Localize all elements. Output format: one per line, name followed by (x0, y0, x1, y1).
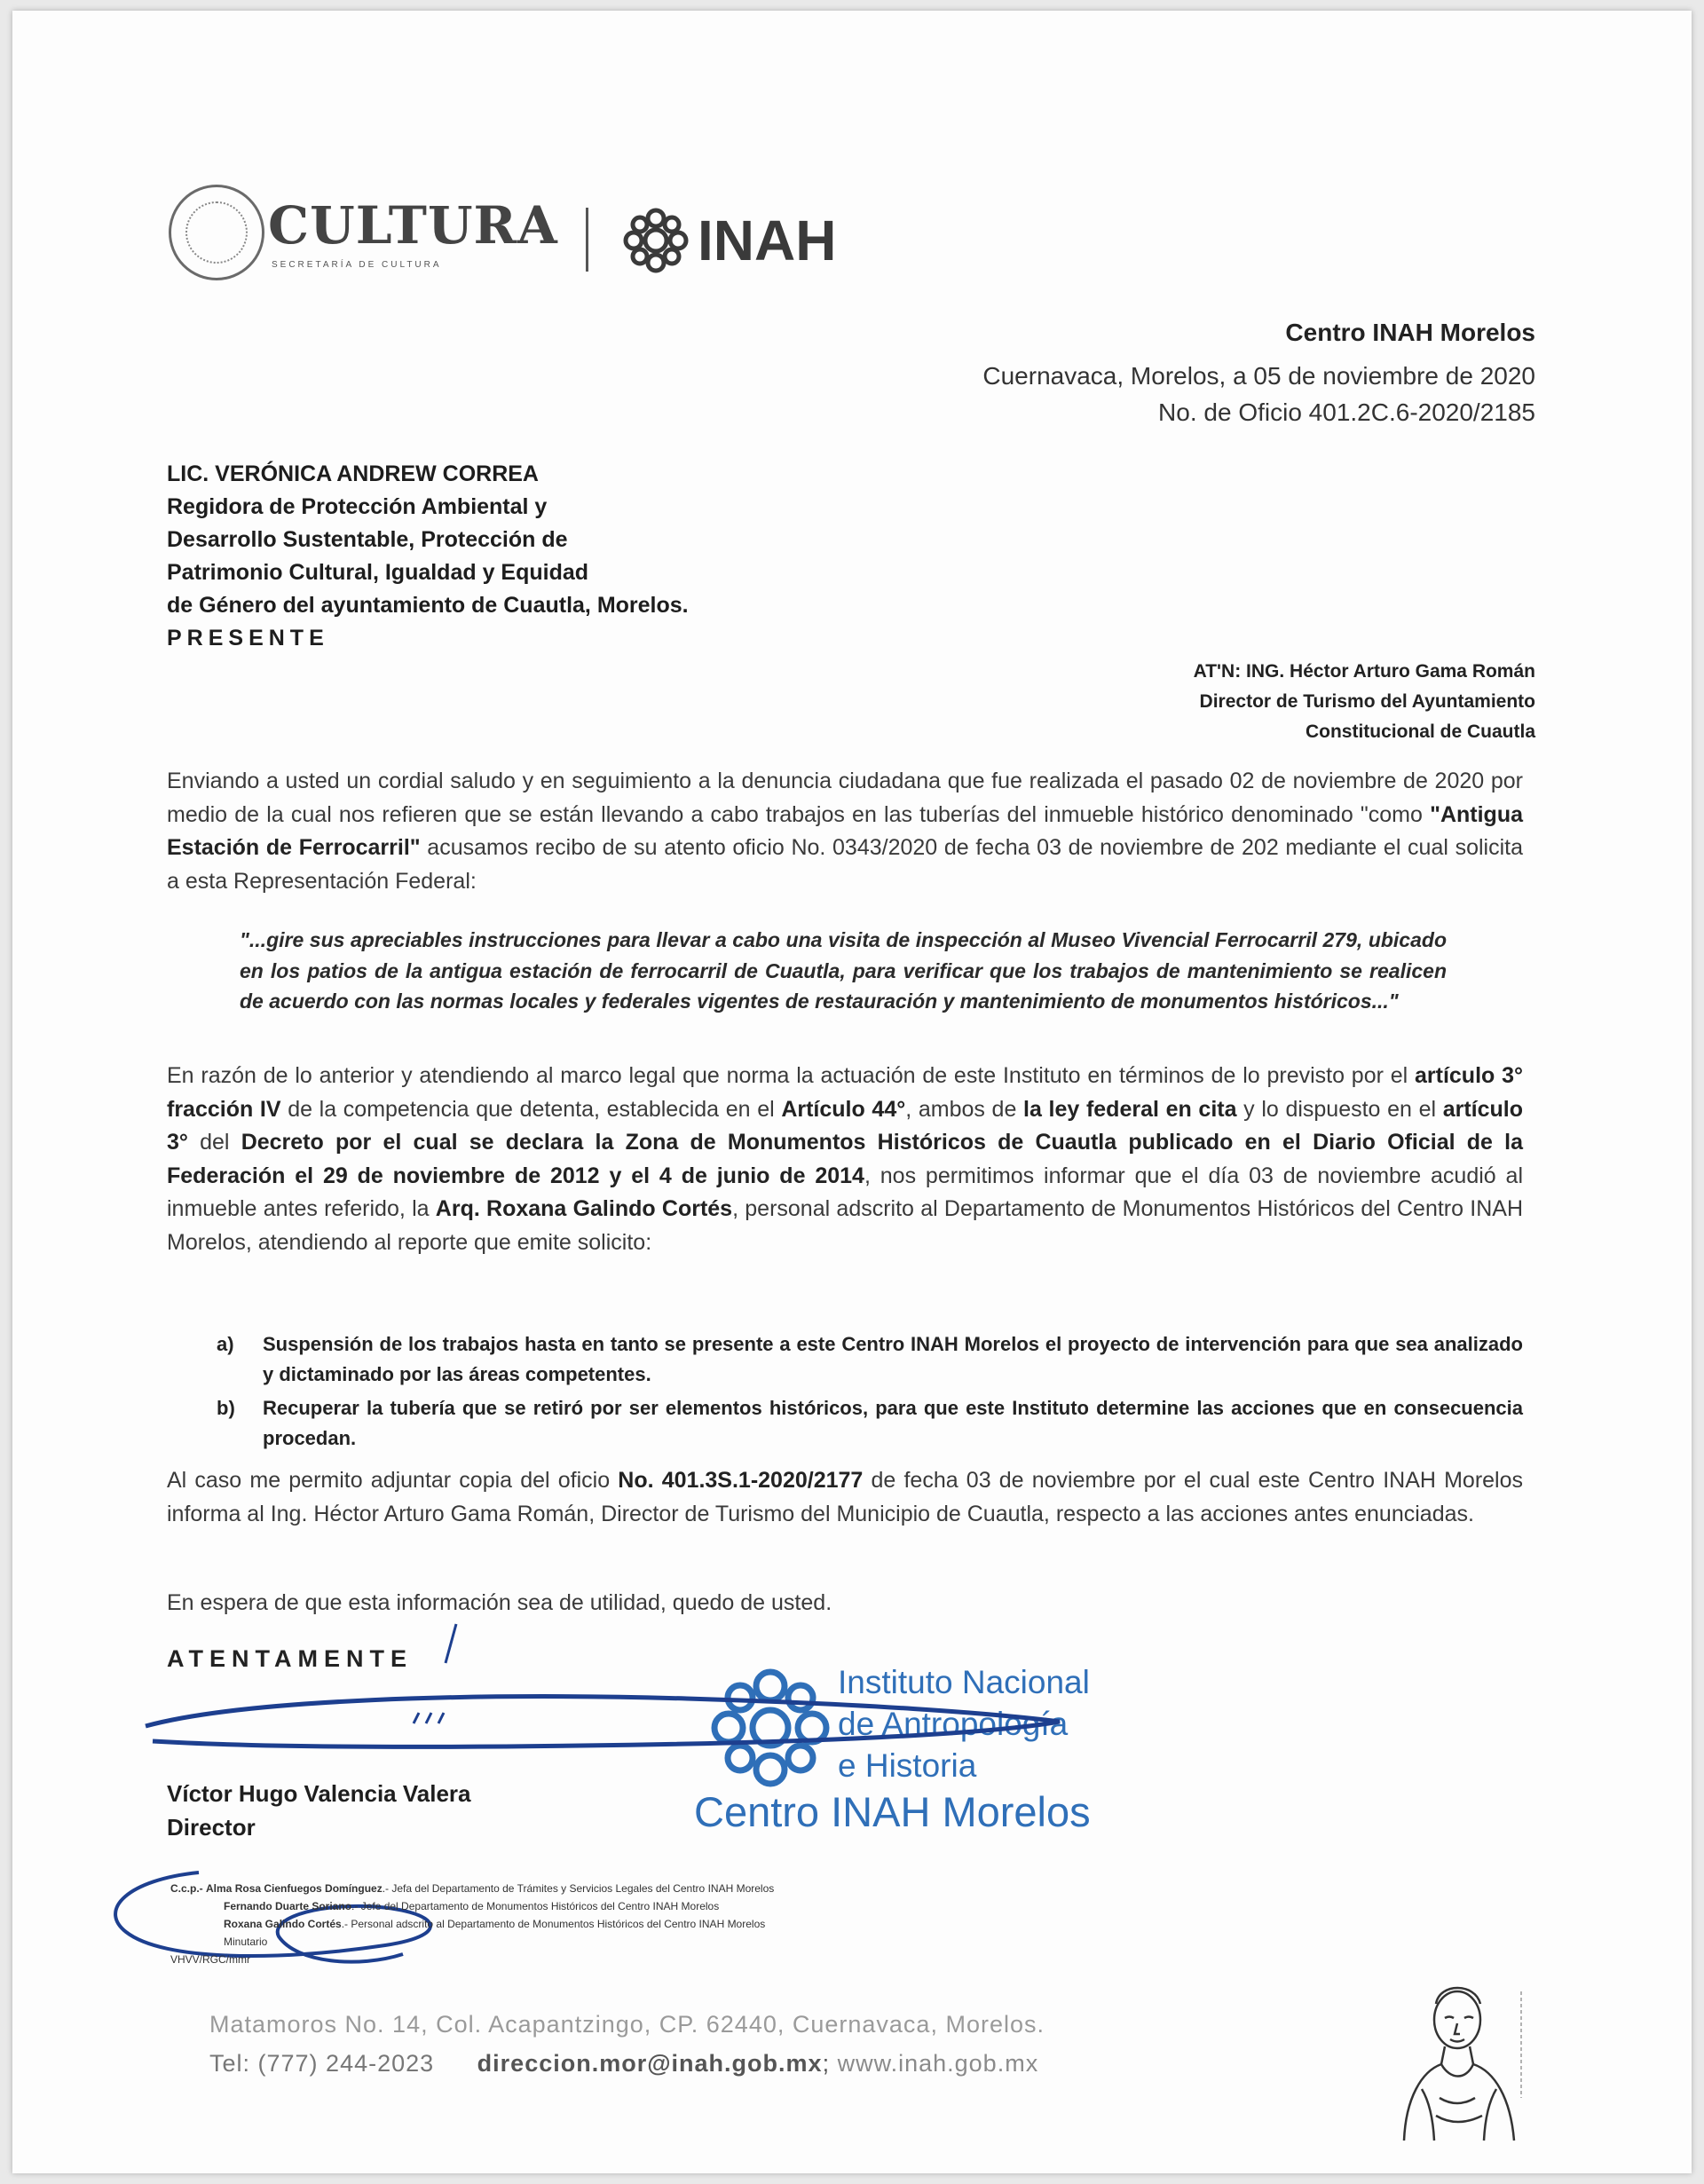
presente-label: PRESENTE (167, 626, 329, 650)
request-quote: "...gire sus apreciables instrucciones para llevar a cabo una visita de inspección al Museo Vivencial Ferrocarril 279, ubicado en los patios de la antigua estación de ferrocarril de Cuautla, para verificar que los trabajos de mantenimiento se realicen de acuerdo con las normas locales y federales vigentes de restauración y mantenimiento de monumentos históricos..." (240, 928, 1447, 1013)
office-name: Centro INAH Morelos (1285, 319, 1535, 346)
signer-title: Director (167, 1814, 256, 1841)
paragraph-intro: Enviando a usted un cordial saludo y en seguimiento a la denuncia ciudadana que fue realizada el pasado 02 de noviembre de 2020 por medio de la cual nos refieren que se están llevando a cabo trabajos en las tuberías del inmueble histórico denominado "como "Antigua Estación de Ferrocarril" acusamos recibo de su atento oficio No. 0343/2020 de fecha 03 de noviembre de 202 mediante el cual solicita a esta Representación Federal: (167, 769, 1523, 894)
oficio-number: No. de Oficio 401.2C.6-2020/2185 (1158, 398, 1535, 426)
paragraph-attachment: Al caso me permito adjuntar copia del oficio No. 401.3S.1-2020/2177 de fecha 03 de noviembre por el cual este Centro INAH Morelos informa al Ing. Héctor Arturo Gama Román, Director de Turismo del Municipio de Cuautla, respecto a las acciones antes enunciadas. (167, 1468, 1524, 1526)
signer-name: Víctor Hugo Valencia Valera (167, 1780, 471, 1807)
recipient-line: de Género del ayuntamiento de Cuautla, Morelos. (167, 593, 689, 618)
attention-line: Director de Turismo del Ayuntamiento (1199, 691, 1535, 712)
signature-overlay (12, 11, 1692, 2173)
logo-inah: INAH (698, 209, 837, 272)
logo-cultura-subtitle: SECRETARÍA DE CULTURA (272, 260, 442, 270)
atentamente-label: ATENTAMENTE (167, 1645, 413, 1672)
signature-ticks (414, 1713, 444, 1723)
signature-slash (446, 1624, 456, 1663)
paragraph-closing: En espera de que esta información sea de utilidad, quedo de usted. (167, 1590, 832, 1615)
ccp-minutario: Minutario (224, 1936, 268, 1948)
stamp-line: Instituto Nacional (838, 1664, 1090, 1700)
stamp-line: e Historia (838, 1747, 977, 1784)
recipient-line: Regidora de Protección Ambiental y (167, 494, 548, 519)
footer-email-link[interactable]: direccion.mor@inah.gob.mx (477, 2050, 823, 2077)
footer-address: Matamoros No. 14, Col. Acapantzingo, CP. 62440, Cuernavaca, Morelos. (209, 2011, 1045, 2038)
recipient-line: LIC. VERÓNICA ANDREW CORREA (167, 461, 539, 486)
logo-cultura: CULTURA (268, 195, 558, 256)
recipient-line: Desarrollo Sustentable, Protección de (167, 527, 568, 552)
stamp-center-name: Centro INAH Morelos (694, 1788, 1091, 1835)
list-item: b) Recuperar la tubería que se retiró por ser elementos históricos, para que este Instituto determine las acciones que en consecuencia procedan. (217, 1397, 1523, 1449)
footer-web-link[interactable]: www.inah.gob.mx (837, 2050, 1039, 2077)
ccp-initials: VHVV/RGC/mmr (170, 1953, 250, 1966)
recipient-line: Patrimonio Cultural, Igualdad y Equidad (167, 560, 589, 585)
place-date: Cuernavaca, Morelos, a 05 de noviembre de 2020 (982, 362, 1535, 390)
portrait-icon (1386, 1965, 1532, 2142)
letter-page (12, 11, 1692, 2173)
footer-contact: Tel: (777) 244-2023 direccion.mor@inah.gob.mx; www.inah.gob.mx (209, 2050, 1039, 2077)
director-signature (146, 1697, 1060, 1747)
stamp-line: de Antropología (838, 1706, 1069, 1742)
paragraph-legal: En razón de lo anterior y atendiendo al marco legal que norma la actuación de este Instituto en términos de lo previsto por el artículo 3° fracción IV de la competencia que detenta, establecida en el Artículo 44°, ambos de la ley federal en cita y lo dispuesto en el artículo 3° del Decreto por el cual se declara la Zona de Monumentos Históricos de Cuautla publicado en el Diario Oficial de la Federación el 29 de noviembre de 2012 y el 4 de junio de 2014, nos permitimos informar que el día 03 de noviembre acudió al inmueble antes referido, la Arq. Roxana Galindo Cortés, personal adscrito al Departamento de Monumentos Históricos del Centro INAH Morelos, atendiendo al reporte que emite solicito: (167, 1063, 1524, 1255)
ccp-block: C.c.p.- Alma Rosa Cienfuegos Domínguez.- Jefa del Departamento de Trámites y Servicios Legales del Centro INAH Morelos Fernando Duarte Soriano.- Jefe del Departamento de Monumentos Históricos del Centro INAH Morelos Roxana Galindo Cortés.- Personal adscrito al Departamento de Monumentos Históricos del Centro INAH Morelos Minutario VHVV/RGC/mmr (170, 1880, 774, 1968)
attention-line: AT'N: ING. Héctor Arturo Gama Román (1193, 661, 1535, 682)
footer-tel: Tel: (777) 244-2023 (209, 2050, 435, 2077)
list-item: a) Suspensión de los trabajos hasta en tanto se presente a este Centro INAH Morelos el proyecto de intervención para que sea analizado y dictaminado por las áreas competentes. (217, 1333, 1523, 1385)
attention-line: Constitucional de Cuautla (1305, 721, 1535, 742)
